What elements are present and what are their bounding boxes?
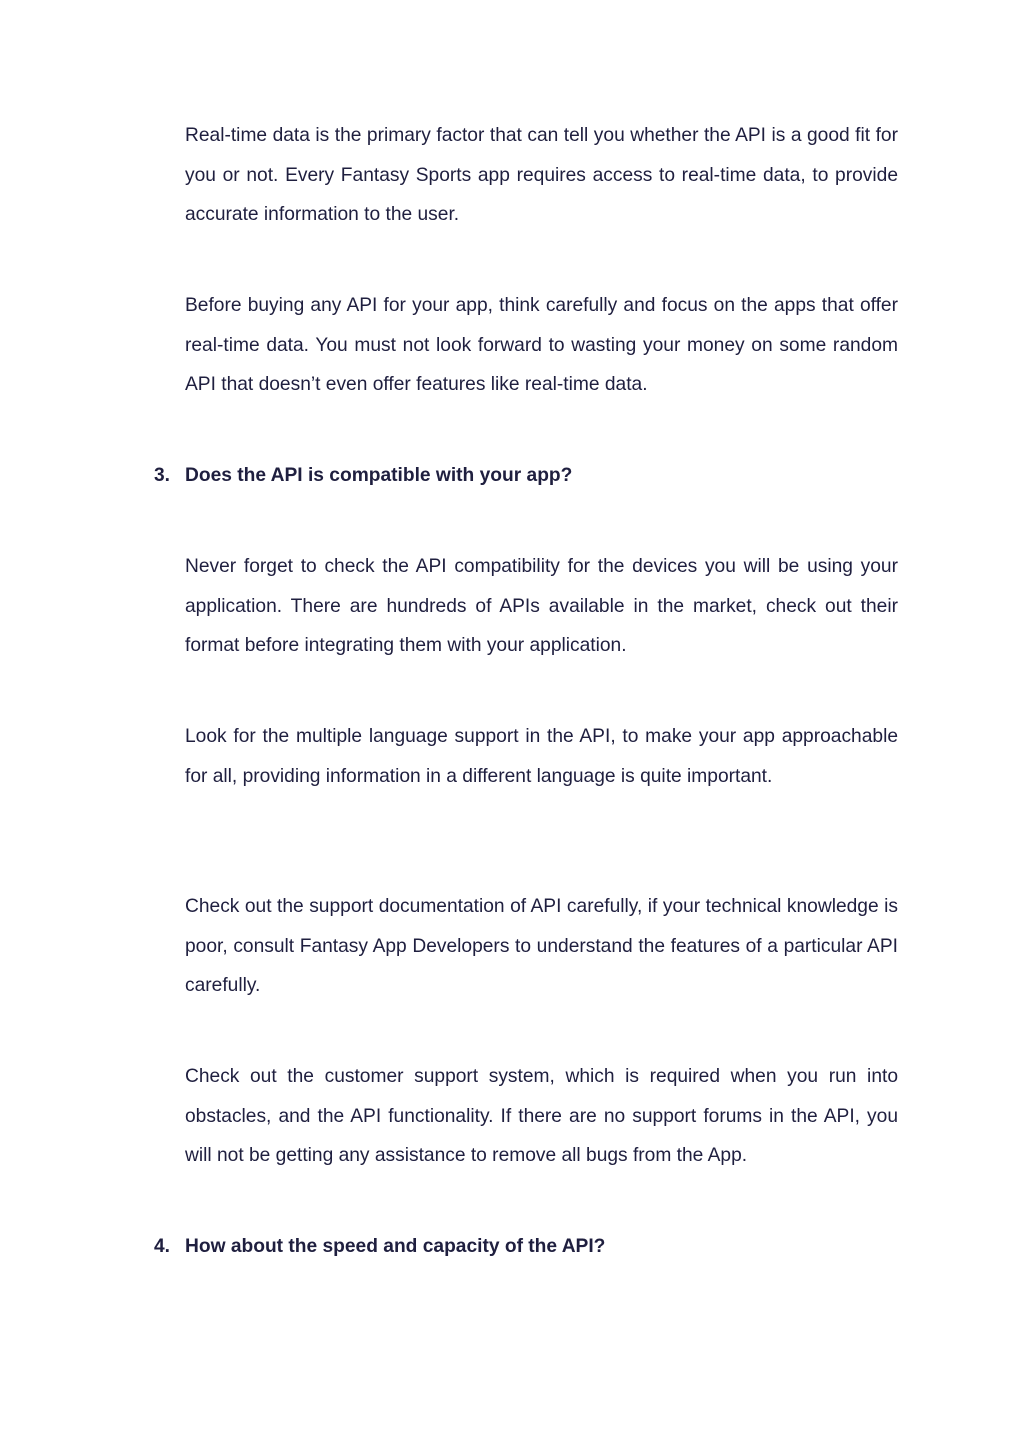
paragraph-language-support: Look for the multiple language support in the API, to make your app approachable for all, providing information in a different language is quite important. [185, 726, 898, 787]
paragraph-support-documentation: Check out the support documentation of API carefully, if your technical knowledge is poor, consult Fantasy App Developers to understand the features of a particular API carefully. [185, 896, 898, 996]
heading-number: 4. [154, 1236, 171, 1257]
paragraph-compatibility-check: Never forget to check the API compatibility for the devices you will be using your application. There are hundreds of APIs available in the market, check out their format before integrating them with your application. [185, 556, 898, 656]
paragraph-customer-support: Check out the customer support system, which is required when you run into obstacles, and the API functionality. If there are no support forums in the API, you will not be getting any assistance to remove all bugs from the App. [185, 1066, 898, 1166]
heading-text: Does the API is compatible with your app? [185, 465, 573, 486]
heading-api-compatibility [154, 456, 898, 496]
paragraph-before-buying: Before buying any API for your app, think carefully and focus on the apps that offer real-time data. You must not look forward to wasting your money on some random API that doesn’t even offer features like real-time data. [185, 295, 898, 395]
heading-text: How about the speed and capacity of the API? [185, 1236, 606, 1257]
paragraph-real-time-data: Real-time data is the primary factor that can tell you whether the API is a good fit for you or not. Every Fantasy Sports app requires access to real-time data, to provide accurate information to the user. [185, 125, 898, 225]
heading-number: 3. [154, 465, 171, 486]
heading-speed-capacity [154, 1227, 898, 1267]
